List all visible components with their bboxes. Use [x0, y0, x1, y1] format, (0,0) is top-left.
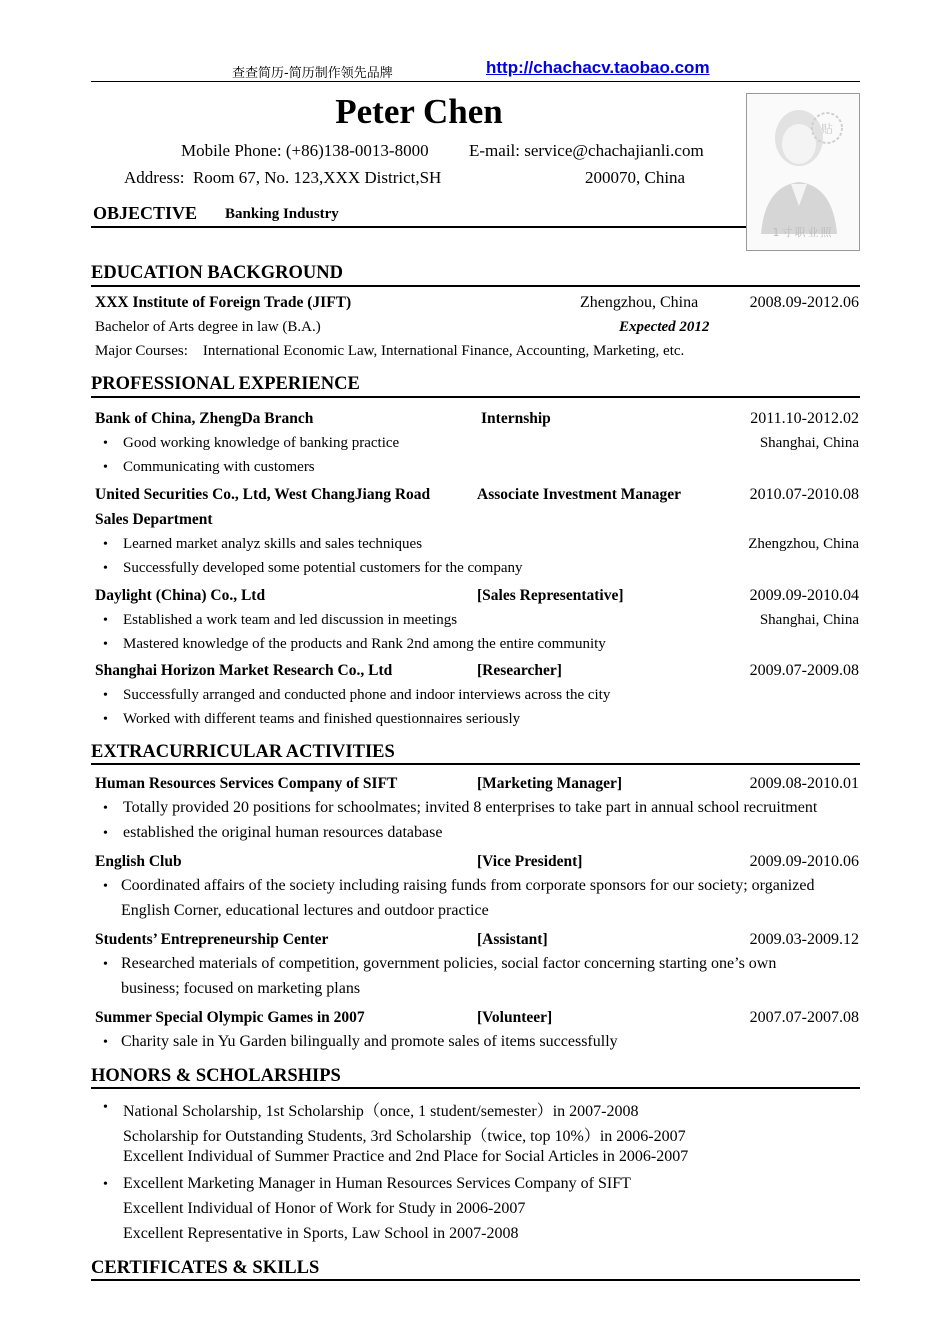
address: Address: Room 67, No. 123,XXX District,SH [124, 168, 442, 187]
bullet-icon: • [103, 826, 108, 841]
postcode: 200070, China [585, 168, 686, 187]
bullet-icon: • [103, 957, 108, 972]
bullet-icon: • [103, 436, 108, 451]
bullet-icon: • [103, 460, 108, 475]
activity-bullet: Researched materials of competition, government policies, social factor concerning starting one’s own [121, 955, 777, 972]
school-location: Zhengzhou, China [580, 294, 699, 311]
mobile-phone: Mobile Phone: (+86)138-0013-8000 [181, 141, 429, 160]
candidate-name: Peter Chen [335, 92, 503, 131]
activity-org: English Club [95, 853, 182, 870]
activity-org: Students’ Entrepreneurship Center [95, 931, 329, 948]
experience-heading: PROFESSIONAL EXPERIENCE [91, 374, 360, 394]
activity-role: [Assistant] [477, 931, 548, 948]
job-role: Associate Investment Manager [477, 486, 682, 503]
brand-text: 查查简历-简历制作领先品牌 [232, 66, 393, 81]
activity-bullet: Charity sale in Yu Garden bilingually and promote sales of items successfully [121, 1033, 618, 1050]
activity-dates: 2007.07-2007.08 [749, 1009, 859, 1026]
job-bullet: Learned market analyz skills and sales techniques [123, 536, 423, 552]
activity-org: Summer Special Olympic Games in 2007 [95, 1009, 365, 1026]
honors-heading: HONORS & SCHOLARSHIPS [91, 1066, 341, 1086]
activity-role: [Volunteer] [477, 1009, 553, 1026]
bullet-icon: • [103, 537, 108, 552]
honor-item: Excellent Representative in Sports, Law School in 2007-2008 [123, 1225, 519, 1242]
honor-item: Scholarship for Outstanding Students, 3rd Scholarship（twice, top 10%）in 2006-2007 [123, 1128, 686, 1145]
job-bullet: Successfully developed some potential customers for the company [123, 560, 523, 576]
job-bullet: Established a work team and led discussion in meetings [123, 612, 458, 628]
honor-item: Excellent Marketing Manager in Human Resources Services Company of SIFT [123, 1175, 631, 1192]
objective-label: OBJECTIVE [93, 203, 198, 223]
activity-bullet-cont: English Corner, educational lectures and outdoor practice [121, 902, 489, 919]
degree: Bachelor of Arts degree in law (B.A.) [95, 319, 321, 335]
job-bullet: Successfully arranged and conducted phone and indoor interviews across the city [123, 687, 611, 703]
job-dates: 2010.07-2010.08 [749, 486, 859, 503]
job-role: [Researcher] [477, 662, 562, 679]
job-location: Shanghai, China [759, 435, 859, 451]
job-location: Shanghai, China [759, 612, 859, 628]
brand-link[interactable]: http://chachacv.taobao.com [486, 58, 710, 77]
photo-caption: 1寸职业照 [772, 226, 834, 239]
honor-item: National Scholarship, 1st Scholarship（once, 1 student/semester）in 2007-2008 [123, 1103, 639, 1120]
bullet-icon: • [103, 688, 108, 703]
honor-item: Excellent Individual of Honor of Work for Study in 2006-2007 [123, 1200, 526, 1217]
activity-dates: 2009.09-2010.06 [749, 853, 859, 870]
job-role: Internship [481, 410, 551, 427]
bullet-icon: • [103, 561, 108, 576]
activity-bullet: Totally provided 20 positions for schoolmates; invited 8 enterprises to take part in annual school recruitment [123, 799, 818, 816]
job-bullet: Mastered knowledge of the products and Rank 2nd among the entire community [123, 636, 606, 652]
job-org: Shanghai Horizon Market Research Co., Ltd [95, 662, 393, 679]
email: E-mail: service@chachajianli.com [469, 141, 704, 160]
job-org: Daylight (China) Co., Ltd [95, 587, 266, 604]
bullet-icon: • [103, 1177, 108, 1192]
education-divider [91, 285, 860, 287]
job-bullet: Communicating with customers [123, 459, 315, 475]
major-courses: Major Courses: International Economic Law, International Finance, Accounting, Marketing, etc. [95, 343, 685, 359]
school-name: XXX Institute of Foreign Trade (JIFT) [95, 294, 352, 311]
expected-graduation: Expected 2012 [619, 319, 710, 335]
certs-divider [91, 1279, 860, 1281]
honor-item: Excellent Individual of Summer Practice and 2nd Place for Social Articles in 2006-2007 [123, 1148, 689, 1165]
job-org: United Securities Co., Ltd, West ChangJiang Road [95, 486, 431, 503]
activity-role: [Vice President] [477, 853, 583, 870]
experience-divider [91, 396, 860, 398]
bullet-icon: • [103, 712, 108, 727]
objective-value: Banking Industry [225, 206, 339, 222]
job-dates: 2011.10-2012.02 [750, 410, 859, 427]
bullet-icon: • [103, 613, 108, 628]
job-role: [Sales Representative] [477, 587, 624, 604]
activity-bullet: established the original human resources database [123, 824, 443, 841]
activity-bullet-cont: business; focused on marketing plans [121, 980, 361, 997]
job-bullet: Worked with different teams and finished questionnaires seriously [123, 711, 521, 727]
activities-heading: EXTRACURRICULAR ACTIVITIES [91, 742, 395, 762]
header-divider [91, 81, 860, 82]
school-dates: 2008.09-2012.06 [749, 294, 859, 311]
job-bullet: Good working knowledge of banking practice [123, 435, 400, 451]
job-dates: 2009.09-2010.04 [749, 587, 859, 604]
activity-bullet: Coordinated affairs of the society including raising funds from corporate sponsors for our society; organized [121, 877, 815, 894]
activity-dates: 2009.08-2010.01 [749, 775, 859, 792]
education-heading: EDUCATION BACKGROUND [91, 263, 343, 283]
bullet-icon: • [103, 1100, 108, 1115]
bullet-icon: • [103, 1035, 108, 1050]
bullet-icon: • [103, 879, 108, 894]
activity-dates: 2009.03-2009.12 [749, 931, 859, 948]
job-org-line2: Sales Department [95, 511, 213, 528]
job-org: Bank of China, ZhengDa Branch [95, 410, 314, 427]
bullet-icon: • [103, 801, 108, 816]
bullet-icon: • [103, 637, 108, 652]
certs-heading: CERTIFICATES & SKILLS [91, 1258, 320, 1278]
svg-text:贴: 贴 [820, 122, 834, 136]
job-dates: 2009.07-2009.08 [749, 662, 859, 679]
objective-divider [91, 226, 746, 228]
activity-org: Human Resources Services Company of SIFT [95, 775, 398, 792]
activities-divider [91, 763, 860, 765]
job-location: Zhengzhou, China [748, 536, 859, 552]
honors-divider [91, 1087, 860, 1089]
activity-role: [Marketing Manager] [477, 775, 623, 792]
